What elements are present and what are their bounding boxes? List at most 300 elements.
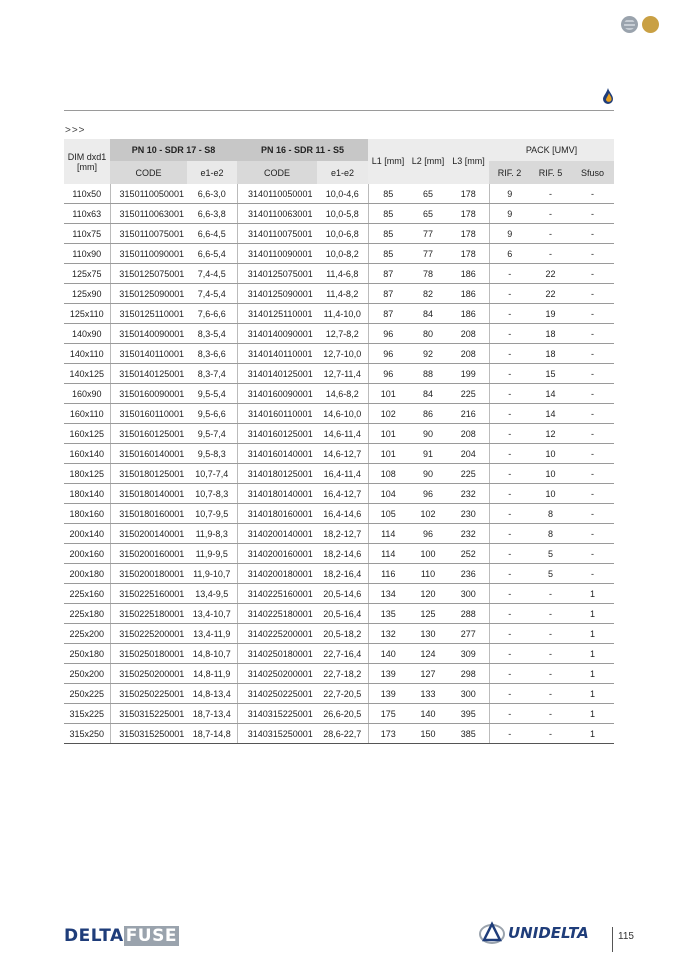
l3-cell: 178 xyxy=(448,224,489,244)
rif5-cell: - xyxy=(530,704,571,724)
e10-cell: 10,7-9,5 xyxy=(187,504,237,524)
l1-cell: 108 xyxy=(368,464,408,484)
flame-drop-icon xyxy=(602,88,614,104)
code10-header: CODE xyxy=(110,161,187,184)
l1-cell: 96 xyxy=(368,364,408,384)
table-row xyxy=(64,484,614,504)
e10-cell: 9,5-5,4 xyxy=(187,384,237,404)
rif2-cell: - xyxy=(489,284,530,304)
table-row xyxy=(64,684,614,704)
e16-cell: 14,6-11,4 xyxy=(317,424,368,444)
l2-cell: 84 xyxy=(408,384,448,404)
l3-cell: 208 xyxy=(448,344,489,364)
table-row xyxy=(64,304,614,324)
e16-header: e1-e2 xyxy=(317,161,368,184)
rif5-cell: 14 xyxy=(530,384,571,404)
l1-cell: 101 xyxy=(368,444,408,464)
l3-cell: 186 xyxy=(448,264,489,284)
e16-cell: 10,0-8,2 xyxy=(317,244,368,264)
sfuso-cell: - xyxy=(571,244,614,264)
e10-cell: 11,9-9,5 xyxy=(187,544,237,564)
rif5-cell: 18 xyxy=(530,344,571,364)
table-row xyxy=(64,224,614,244)
table-row xyxy=(64,724,614,744)
table-row xyxy=(64,344,614,364)
rif2-cell: - xyxy=(489,304,530,324)
code10-cell: 3150125110001 xyxy=(110,304,187,324)
e16-cell: 16,4-14,6 xyxy=(317,504,368,524)
l3-cell: 225 xyxy=(448,384,489,404)
l3-cell: 252 xyxy=(448,544,489,564)
l3-cell: 208 xyxy=(448,424,489,444)
rif5-cell: 8 xyxy=(530,504,571,524)
code16-cell: 3140110050001 xyxy=(237,184,317,204)
dim-cell: 110x90 xyxy=(64,244,110,264)
sfuso-header: Sfuso xyxy=(571,161,614,184)
table-row xyxy=(64,624,614,644)
table-row xyxy=(64,704,614,724)
e16-cell: 18,2-12,7 xyxy=(317,524,368,544)
l3-cell: 288 xyxy=(448,604,489,624)
deltafuse-logo xyxy=(64,926,179,946)
dim-cell: 140x90 xyxy=(64,324,110,344)
l2-cell: 77 xyxy=(408,224,448,244)
code16-cell: 3140140125001 xyxy=(237,364,317,384)
e16-cell: 18,2-14,6 xyxy=(317,544,368,564)
l3-cell: 199 xyxy=(448,364,489,384)
rif5-cell: 5 xyxy=(530,544,571,564)
rif5-cell: - xyxy=(530,584,571,604)
e16-cell: 11,4-6,8 xyxy=(317,264,368,284)
e16-cell: 16,4-12,7 xyxy=(317,484,368,504)
e16-cell: 28,6-22,7 xyxy=(317,724,368,744)
l1-cell: 101 xyxy=(368,424,408,444)
sfuso-cell: - xyxy=(571,284,614,304)
rif2-cell: 9 xyxy=(489,224,530,244)
code16-cell: 3140225180001 xyxy=(237,604,317,624)
e10-cell: 9,5-8,3 xyxy=(187,444,237,464)
dim-cell: 160x140 xyxy=(64,444,110,464)
rif5-cell: 10 xyxy=(530,484,571,504)
rif5-cell: 22 xyxy=(530,284,571,304)
gold-circle-icon xyxy=(642,16,659,33)
rif2-cell: - xyxy=(489,364,530,384)
l3-cell: 178 xyxy=(448,204,489,224)
pn16-header: PN 16 - SDR 11 - S5 xyxy=(237,139,368,161)
l2-cell: 127 xyxy=(408,664,448,684)
rif2-cell: 6 xyxy=(489,244,530,264)
l3-cell: 277 xyxy=(448,624,489,644)
code16-cell: 3140160140001 xyxy=(237,444,317,464)
e16-cell: 26,6-20,5 xyxy=(317,704,368,724)
e16-cell: 10,0-4,6 xyxy=(317,184,368,204)
product-table xyxy=(64,139,614,744)
e16-cell: 12,7-10,0 xyxy=(317,344,368,364)
rif2-cell: - xyxy=(489,444,530,464)
table-row xyxy=(64,404,614,424)
e16-cell: 12,7-11,4 xyxy=(317,364,368,384)
e10-cell: 13,4-9,5 xyxy=(187,584,237,604)
l3-cell: 230 xyxy=(448,504,489,524)
code10-cell: 3150250180001 xyxy=(110,644,187,664)
l1-cell: 105 xyxy=(368,504,408,524)
l3-cell: 232 xyxy=(448,524,489,544)
l2-cell: 150 xyxy=(408,724,448,744)
l1-cell: 85 xyxy=(368,184,408,204)
code10-cell: 3150125090001 xyxy=(110,284,187,304)
code16-cell: 3140125090001 xyxy=(237,284,317,304)
sfuso-cell: - xyxy=(571,184,614,204)
l1-cell: 85 xyxy=(368,204,408,224)
rif2-cell: - xyxy=(489,464,530,484)
l2-cell: 96 xyxy=(408,484,448,504)
rif2-cell: 9 xyxy=(489,204,530,224)
rif2-cell: - xyxy=(489,704,530,724)
l1-cell: 87 xyxy=(368,264,408,284)
l3-cell: 186 xyxy=(448,304,489,324)
rif2-cell: - xyxy=(489,404,530,424)
rif2-cell: - xyxy=(489,524,530,544)
l2-cell: 125 xyxy=(408,604,448,624)
l1-cell: 135 xyxy=(368,604,408,624)
table-row xyxy=(64,204,614,224)
code10-cell: 3150225180001 xyxy=(110,604,187,624)
l2-cell: 82 xyxy=(408,284,448,304)
sfuso-cell: - xyxy=(571,504,614,524)
dim-cell: 225x160 xyxy=(64,584,110,604)
code10-cell: 3150200140001 xyxy=(110,524,187,544)
rif2-cell: - xyxy=(489,484,530,504)
table-row xyxy=(64,544,614,564)
e10-cell: 14,8-10,7 xyxy=(187,644,237,664)
rif2-cell: - xyxy=(489,644,530,664)
code10-cell: 3150180140001 xyxy=(110,484,187,504)
code16-cell: 3140315225001 xyxy=(237,704,317,724)
sfuso-cell: - xyxy=(571,444,614,464)
code10-cell: 3150160090001 xyxy=(110,384,187,404)
dim-cell: 110x50 xyxy=(64,184,110,204)
e10-cell: 6,6-5,4 xyxy=(187,244,237,264)
dim-cell: 200x140 xyxy=(64,524,110,544)
rif2-cell: - xyxy=(489,684,530,704)
unidelta-mark-icon xyxy=(478,920,506,946)
dim-cell: 315x225 xyxy=(64,704,110,724)
sfuso-cell: 1 xyxy=(571,624,614,644)
e16-cell: 14,6-8,2 xyxy=(317,384,368,404)
l3-cell: 204 xyxy=(448,444,489,464)
code10-cell: 3150110090001 xyxy=(110,244,187,264)
rif2-cell: - xyxy=(489,604,530,624)
code16-cell: 3140110090001 xyxy=(237,244,317,264)
l1-cell: 85 xyxy=(368,224,408,244)
code10-cell: 3150315250001 xyxy=(110,724,187,744)
e10-cell: 7,4-5,4 xyxy=(187,284,237,304)
e10-cell: 11,9-8,3 xyxy=(187,524,237,544)
e10-header: e1-e2 xyxy=(187,161,237,184)
sfuso-cell: 1 xyxy=(571,604,614,624)
table-row xyxy=(64,424,614,444)
rif5-cell: 22 xyxy=(530,264,571,284)
table-row xyxy=(64,664,614,684)
sfuso-cell: - xyxy=(571,544,614,564)
e10-cell: 10,7-7,4 xyxy=(187,464,237,484)
e10-cell: 7,6-6,6 xyxy=(187,304,237,324)
table-row xyxy=(64,464,614,484)
code10-cell: 3150110050001 xyxy=(110,184,187,204)
code16-cell: 3140180125001 xyxy=(237,464,317,484)
code16-cell: 3140180160001 xyxy=(237,504,317,524)
rif2-cell: - xyxy=(489,544,530,564)
rif5-cell: 15 xyxy=(530,364,571,384)
rif5-cell: - xyxy=(530,204,571,224)
sfuso-cell: - xyxy=(571,324,614,344)
l3-cell: 178 xyxy=(448,244,489,264)
rif5-cell: 12 xyxy=(530,424,571,444)
sfuso-cell: 1 xyxy=(571,724,614,744)
l1-cell: 114 xyxy=(368,524,408,544)
table-row xyxy=(64,364,614,384)
dim-cell: 160x90 xyxy=(64,384,110,404)
e10-cell: 18,7-14,8 xyxy=(187,724,237,744)
e10-cell: 9,5-7,4 xyxy=(187,424,237,444)
l2-cell: 84 xyxy=(408,304,448,324)
l2-cell: 92 xyxy=(408,344,448,364)
table-row xyxy=(64,384,614,404)
rif5-cell: - xyxy=(530,244,571,264)
table-row xyxy=(64,244,614,264)
code16-cell: 3140200160001 xyxy=(237,544,317,564)
sfuso-cell: - xyxy=(571,404,614,424)
sfuso-cell: - xyxy=(571,224,614,244)
grey-circle-icon xyxy=(621,16,638,33)
table-row xyxy=(64,644,614,664)
l2-cell: 130 xyxy=(408,624,448,644)
code10-cell: 3150160125001 xyxy=(110,424,187,444)
rif5-cell: - xyxy=(530,724,571,744)
e16-cell: 22,7-18,2 xyxy=(317,664,368,684)
e10-cell: 6,6-3,8 xyxy=(187,204,237,224)
rif2-cell: 9 xyxy=(489,184,530,204)
sfuso-cell: - xyxy=(571,484,614,504)
l1-cell: 114 xyxy=(368,544,408,564)
e10-cell: 6,6-4,5 xyxy=(187,224,237,244)
code16-header: CODE xyxy=(237,161,317,184)
l2-cell: 88 xyxy=(408,364,448,384)
l2-cell: 102 xyxy=(408,504,448,524)
header-divider xyxy=(64,110,614,111)
code16-cell: 3140125075001 xyxy=(237,264,317,284)
code10-cell: 3150250225001 xyxy=(110,684,187,704)
table-row xyxy=(64,444,614,464)
dim-cell: 160x110 xyxy=(64,404,110,424)
l1-cell: 134 xyxy=(368,584,408,604)
l2-cell: 133 xyxy=(408,684,448,704)
table-row xyxy=(64,184,614,204)
e16-cell: 22,7-20,5 xyxy=(317,684,368,704)
sfuso-cell: - xyxy=(571,364,614,384)
rif2-cell: - xyxy=(489,324,530,344)
code16-cell: 3140250225001 xyxy=(237,684,317,704)
sfuso-cell: 1 xyxy=(571,704,614,724)
l3-cell: 216 xyxy=(448,404,489,424)
unidelta-logo xyxy=(478,920,589,946)
dim-cell: 110x75 xyxy=(64,224,110,244)
table-row xyxy=(64,324,614,344)
code16-cell: 3140315250001 xyxy=(237,724,317,744)
unidelta-text: UNIDELTA xyxy=(508,924,589,942)
section-arrows: >>> xyxy=(65,125,86,136)
deltafuse-logo-b: FUSE xyxy=(125,926,177,946)
rif2-cell: - xyxy=(489,504,530,524)
code10-cell: 3150225160001 xyxy=(110,584,187,604)
rif2-cell: - xyxy=(489,264,530,284)
l3-cell: 309 xyxy=(448,644,489,664)
dim-cell: 200x180 xyxy=(64,564,110,584)
rif2-cell: - xyxy=(489,424,530,444)
rif5-cell: 14 xyxy=(530,404,571,424)
l2-cell: 100 xyxy=(408,544,448,564)
code10-cell: 3150125075001 xyxy=(110,264,187,284)
rif2-cell: - xyxy=(489,564,530,584)
e10-cell: 6,6-3,0 xyxy=(187,184,237,204)
l3-cell: 186 xyxy=(448,284,489,304)
e16-cell: 14,6-12,7 xyxy=(317,444,368,464)
l3-cell: 232 xyxy=(448,484,489,504)
rif5-cell: - xyxy=(530,604,571,624)
e16-cell: 14,6-10,0 xyxy=(317,404,368,424)
dim-cell: 125x75 xyxy=(64,264,110,284)
e10-cell: 8,3-5,4 xyxy=(187,324,237,344)
l3-cell: 208 xyxy=(448,324,489,344)
l2-cell: 91 xyxy=(408,444,448,464)
l1-cell: 87 xyxy=(368,284,408,304)
l1-cell: 96 xyxy=(368,344,408,364)
e10-cell: 14,8-13,4 xyxy=(187,684,237,704)
e10-cell: 10,7-8,3 xyxy=(187,484,237,504)
l1-cell: 102 xyxy=(368,404,408,424)
rif5-cell: 18 xyxy=(530,324,571,344)
e16-cell: 10,0-5,8 xyxy=(317,204,368,224)
l2-cell: 120 xyxy=(408,584,448,604)
l2-cell: 65 xyxy=(408,184,448,204)
table-row xyxy=(64,264,614,284)
rif5-cell: - xyxy=(530,624,571,644)
l3-cell: 298 xyxy=(448,664,489,684)
l2-cell: 96 xyxy=(408,524,448,544)
e10-cell: 8,3-6,6 xyxy=(187,344,237,364)
code16-cell: 3140125110001 xyxy=(237,304,317,324)
dim-cell: 180x125 xyxy=(64,464,110,484)
code16-cell: 3140225200001 xyxy=(237,624,317,644)
code16-cell: 3140140090001 xyxy=(237,324,317,344)
l3-cell: 236 xyxy=(448,564,489,584)
code16-cell: 3140110075001 xyxy=(237,224,317,244)
l1-cell: 85 xyxy=(368,244,408,264)
dim-cell: 125x90 xyxy=(64,284,110,304)
dim-cell: 160x125 xyxy=(64,424,110,444)
dim-cell: 225x180 xyxy=(64,604,110,624)
code16-cell: 3140140110001 xyxy=(237,344,317,364)
rif2-cell: - xyxy=(489,344,530,364)
dim-cell: 125x110 xyxy=(64,304,110,324)
top-corner-badges xyxy=(621,16,659,33)
code16-cell: 3140225160001 xyxy=(237,584,317,604)
l3-cell: 385 xyxy=(448,724,489,744)
e10-cell: 11,9-10,7 xyxy=(187,564,237,584)
page-number: 115 xyxy=(618,931,634,942)
l1-cell: 139 xyxy=(368,664,408,684)
dim-cell: 225x200 xyxy=(64,624,110,644)
dim-cell: 110x63 xyxy=(64,204,110,224)
deltafuse-logo-a: DELTA xyxy=(64,926,124,946)
code16-cell: 3140250180001 xyxy=(237,644,317,664)
dim-cell: 250x180 xyxy=(64,644,110,664)
rif5-cell: - xyxy=(530,644,571,664)
dim-cell: 315x250 xyxy=(64,724,110,744)
l3-cell: 395 xyxy=(448,704,489,724)
sfuso-cell: 1 xyxy=(571,684,614,704)
e16-cell: 20,5-18,2 xyxy=(317,624,368,644)
rif2-cell: - xyxy=(489,624,530,644)
code16-cell: 3140160125001 xyxy=(237,424,317,444)
l2-cell: 78 xyxy=(408,264,448,284)
dim-cell: 140x125 xyxy=(64,364,110,384)
rif5-header: RIF. 5 xyxy=(530,161,571,184)
sfuso-cell: - xyxy=(571,204,614,224)
e10-cell: 13,4-11,9 xyxy=(187,624,237,644)
code16-cell: 3140200140001 xyxy=(237,524,317,544)
code10-cell: 3150200180001 xyxy=(110,564,187,584)
sfuso-cell: 1 xyxy=(571,584,614,604)
code10-cell: 3150180160001 xyxy=(110,504,187,524)
e10-cell: 9,5-6,6 xyxy=(187,404,237,424)
l1-cell: 175 xyxy=(368,704,408,724)
sfuso-cell: 1 xyxy=(571,644,614,664)
sfuso-cell: - xyxy=(571,564,614,584)
rif5-cell: - xyxy=(530,224,571,244)
rif5-cell: 19 xyxy=(530,304,571,324)
l1-cell: 116 xyxy=(368,564,408,584)
code10-cell: 3150225200001 xyxy=(110,624,187,644)
dim-cell: 180x140 xyxy=(64,484,110,504)
sfuso-cell: 1 xyxy=(571,664,614,684)
l2-cell: 86 xyxy=(408,404,448,424)
code10-cell: 3150110063001 xyxy=(110,204,187,224)
e16-cell: 20,5-16,4 xyxy=(317,604,368,624)
e16-cell: 22,7-16,4 xyxy=(317,644,368,664)
table-row xyxy=(64,564,614,584)
rif5-cell: - xyxy=(530,184,571,204)
code16-cell: 3140180140001 xyxy=(237,484,317,504)
rif5-cell: 8 xyxy=(530,524,571,544)
e10-cell: 13,4-10,7 xyxy=(187,604,237,624)
e16-cell: 20,5-14,6 xyxy=(317,584,368,604)
e10-cell: 14,8-11,9 xyxy=(187,664,237,684)
l3-cell: 300 xyxy=(448,584,489,604)
page-number-separator xyxy=(612,927,613,952)
e10-cell: 7,4-4,5 xyxy=(187,264,237,284)
dim-header: DIM dxd1 [mm] xyxy=(64,139,110,184)
l2-cell: 90 xyxy=(408,464,448,484)
e16-cell: 11,4-8,2 xyxy=(317,284,368,304)
code10-cell: 3150250200001 xyxy=(110,664,187,684)
e16-cell: 10,0-6,8 xyxy=(317,224,368,244)
table-row xyxy=(64,284,614,304)
rif5-cell: 10 xyxy=(530,444,571,464)
rif2-cell: - xyxy=(489,584,530,604)
dim-cell: 250x225 xyxy=(64,684,110,704)
l2-cell: 65 xyxy=(408,204,448,224)
